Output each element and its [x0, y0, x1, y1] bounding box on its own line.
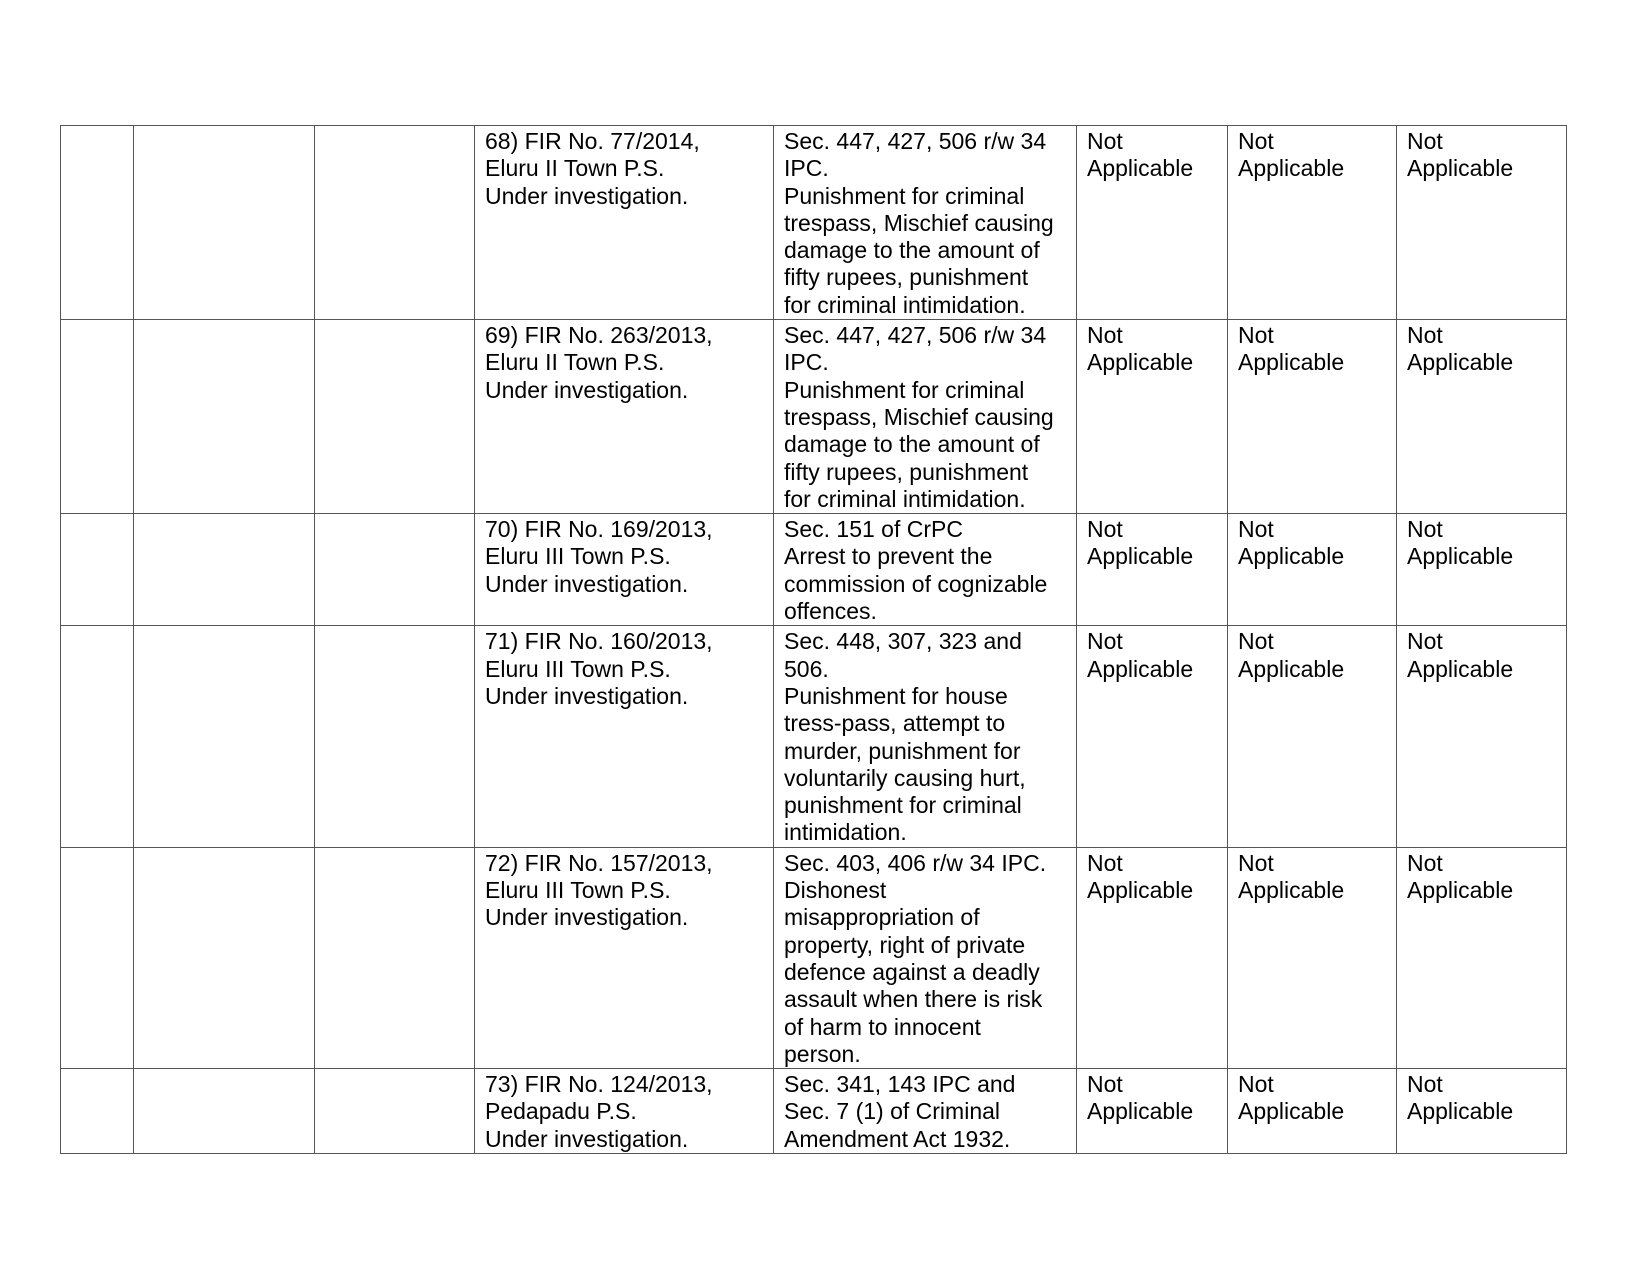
status-cell: Not Applicable [1077, 514, 1228, 626]
status-cell: Not Applicable [1228, 1069, 1397, 1154]
empty-cell [134, 626, 315, 847]
status-cell: Not Applicable [1228, 626, 1397, 847]
empty-cell [61, 320, 134, 514]
status-cell: Not Applicable [1397, 514, 1567, 626]
status-cell: Not Applicable [1228, 126, 1397, 320]
table-row [61, 514, 1567, 626]
empty-cell [61, 126, 134, 320]
status-cell: Not Applicable [1228, 514, 1397, 626]
table-row [61, 847, 1567, 1068]
case-cell: 69) FIR No. 263/2013, Eluru II Town P.S. Under investigation. [475, 320, 774, 514]
empty-cell [315, 847, 475, 1068]
case-cell: 72) FIR No. 157/2013, Eluru III Town P.S. Under investigation. [475, 847, 774, 1068]
empty-cell [315, 626, 475, 847]
status-cell: Not Applicable [1228, 847, 1397, 1068]
status-cell: Not Applicable [1397, 1069, 1567, 1154]
case-cell: 73) FIR No. 124/2013, Pedapadu P.S. Under investigation. [475, 1069, 774, 1154]
case-cell: 71) FIR No. 160/2013, Eluru III Town P.S. Under investigation. [475, 626, 774, 847]
status-cell: Not Applicable [1077, 626, 1228, 847]
empty-cell [134, 1069, 315, 1154]
status-cell: Not Applicable [1077, 320, 1228, 514]
section-cell: Sec. 447, 427, 506 r/w 34 IPC. Punishment for criminal trespass, Mischief causing damage to the amount of fifty rupees, punishment for criminal intimidation. [774, 126, 1077, 320]
empty-cell [315, 514, 475, 626]
empty-cell [61, 847, 134, 1068]
case-cell: 70) FIR No. 169/2013, Eluru III Town P.S. Under investigation. [475, 514, 774, 626]
empty-cell [61, 1069, 134, 1154]
empty-cell [134, 514, 315, 626]
empty-cell [61, 626, 134, 847]
status-cell: Not Applicable [1397, 126, 1567, 320]
empty-cell [315, 126, 475, 320]
status-cell: Not Applicable [1397, 626, 1567, 847]
empty-cell [61, 514, 134, 626]
status-cell: Not Applicable [1077, 1069, 1228, 1154]
section-cell: Sec. 151 of CrPC Arrest to prevent the commission of cognizable offences. [774, 514, 1077, 626]
status-cell: Not Applicable [1397, 847, 1567, 1068]
section-cell: Sec. 448, 307, 323 and 506. Punishment for house tress-pass, attempt to murder, punishment for voluntarily causing hurt, punishment for criminal intimidation. [774, 626, 1077, 847]
table-row [61, 320, 1567, 514]
status-cell: Not Applicable [1228, 320, 1397, 514]
case-details-table [60, 125, 1567, 1154]
status-cell: Not Applicable [1077, 126, 1228, 320]
section-cell: Sec. 403, 406 r/w 34 IPC. Dishonest misappropriation of property, right of private defence against a deadly assault when there is risk of harm to innocent person. [774, 847, 1077, 1068]
empty-cell [134, 847, 315, 1068]
table-row [61, 1069, 1567, 1154]
empty-cell [315, 320, 475, 514]
status-cell: Not Applicable [1077, 847, 1228, 1068]
table-row [61, 626, 1567, 847]
table-row [61, 126, 1567, 320]
section-cell: Sec. 341, 143 IPC and Sec. 7 (1) of Criminal Amendment Act 1932. [774, 1069, 1077, 1154]
empty-cell [315, 1069, 475, 1154]
case-cell: 68) FIR No. 77/2014, Eluru II Town P.S. Under investigation. [475, 126, 774, 320]
empty-cell [134, 320, 315, 514]
status-cell: Not Applicable [1397, 320, 1567, 514]
section-cell: Sec. 447, 427, 506 r/w 34 IPC. Punishment for criminal trespass, Mischief causing damage to the amount of fifty rupees, punishment for criminal intimidation. [774, 320, 1077, 514]
empty-cell [134, 126, 315, 320]
